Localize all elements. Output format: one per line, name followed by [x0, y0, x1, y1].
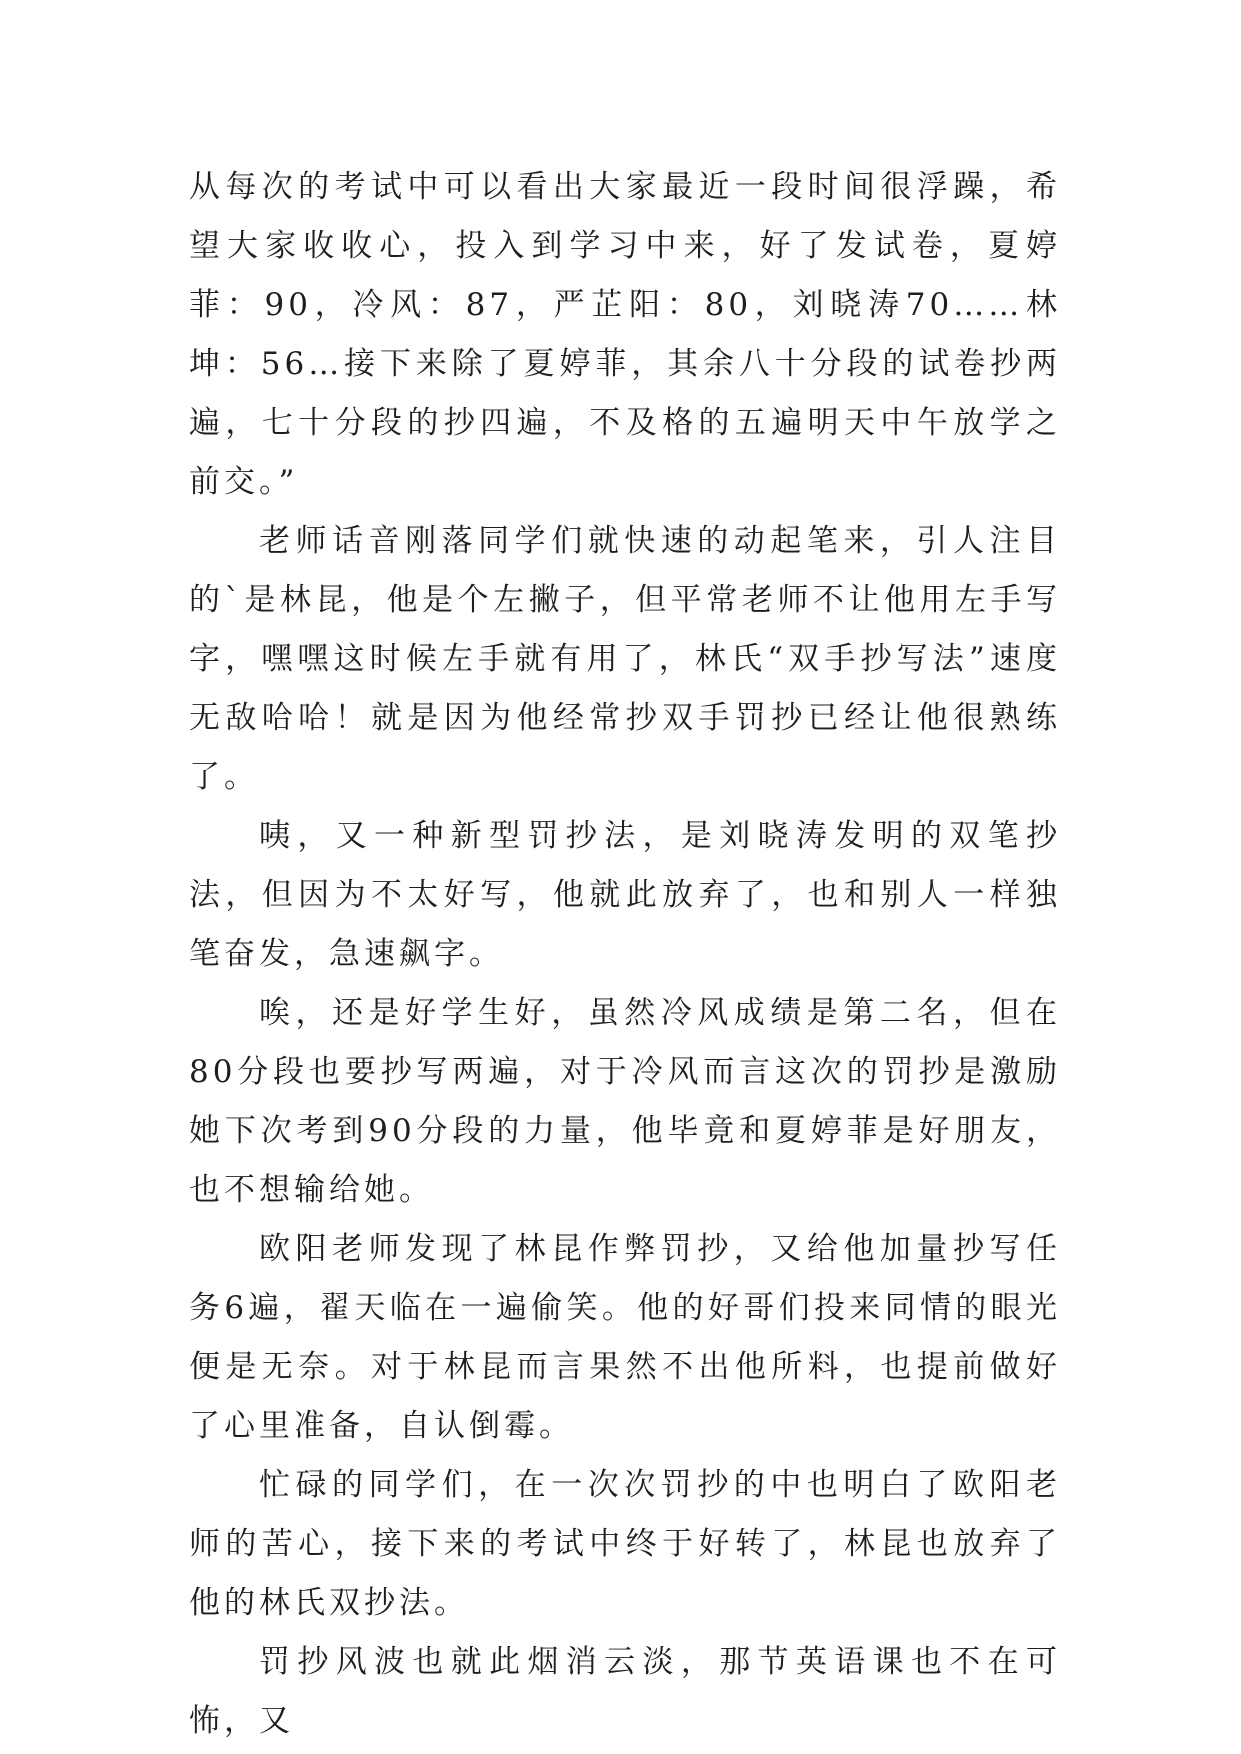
paragraph-2: 老师话音刚落同学们就快速的动起笔来，引人注目的`是林昆，他是个左撇子，但平常老师不让他用左手写字，嘿嘿这时候左手就有用了，林氏“双手抄写法”速度无敌哈哈！就是因为他经常抄双手罚抄已经让他很熟练了。 — [189, 523, 1061, 795]
paragraph-6: 忙碌的同学们，在一次次罚抄的中也明白了欧阳老师的苦心，接下来的考试中终于好转了，林昆也放弃了他的林氏双抄法。 — [189, 1467, 1061, 1621]
paragraph-3: 咦，又一种新型罚抄法，是刘晓涛发明的双笔抄法，但因为不太好写，他就此放弃了，也和别人一样独笔奋发，急速飙字。 — [189, 818, 1061, 972]
document-body — [189, 158, 1061, 1751]
paragraph-5: 欧阳老师发现了林昆作弊罚抄，又给他加量抄写任务6遍，翟天临在一遍偷笑。他的好哥们投来同情的眼光便是无奈。对于林昆而言果然不出他所料，也提前做好了心里准备，自认倒霉。 — [189, 1231, 1061, 1444]
paragraph-4: 唉，还是好学生好，虽然冷风成绩是第二名，但在80分段也要抄写两遍，对于冷风而言这次的罚抄是激励她下次考到90分段的力量，他毕竟和夏婷菲是好朋友，也不想输给她。 — [189, 995, 1061, 1208]
paragraph-1: 从每次的考试中可以看出大家最近一段时间很浮躁，希望大家收收心，投入到学习中来，好了发试卷，夏婷菲：90，冷风：87，严芷阳：80，刘晓涛70……林坤：56…接下来除了夏婷菲，其余八十分段的试卷抄两遍，七十分段的抄四遍，不及格的五遍明天中午放学之前交。” — [189, 169, 1061, 500]
paragraph-7: 罚抄风波也就此烟消云淡，那节英语课也不在可怖，又 — [189, 1644, 1061, 1739]
